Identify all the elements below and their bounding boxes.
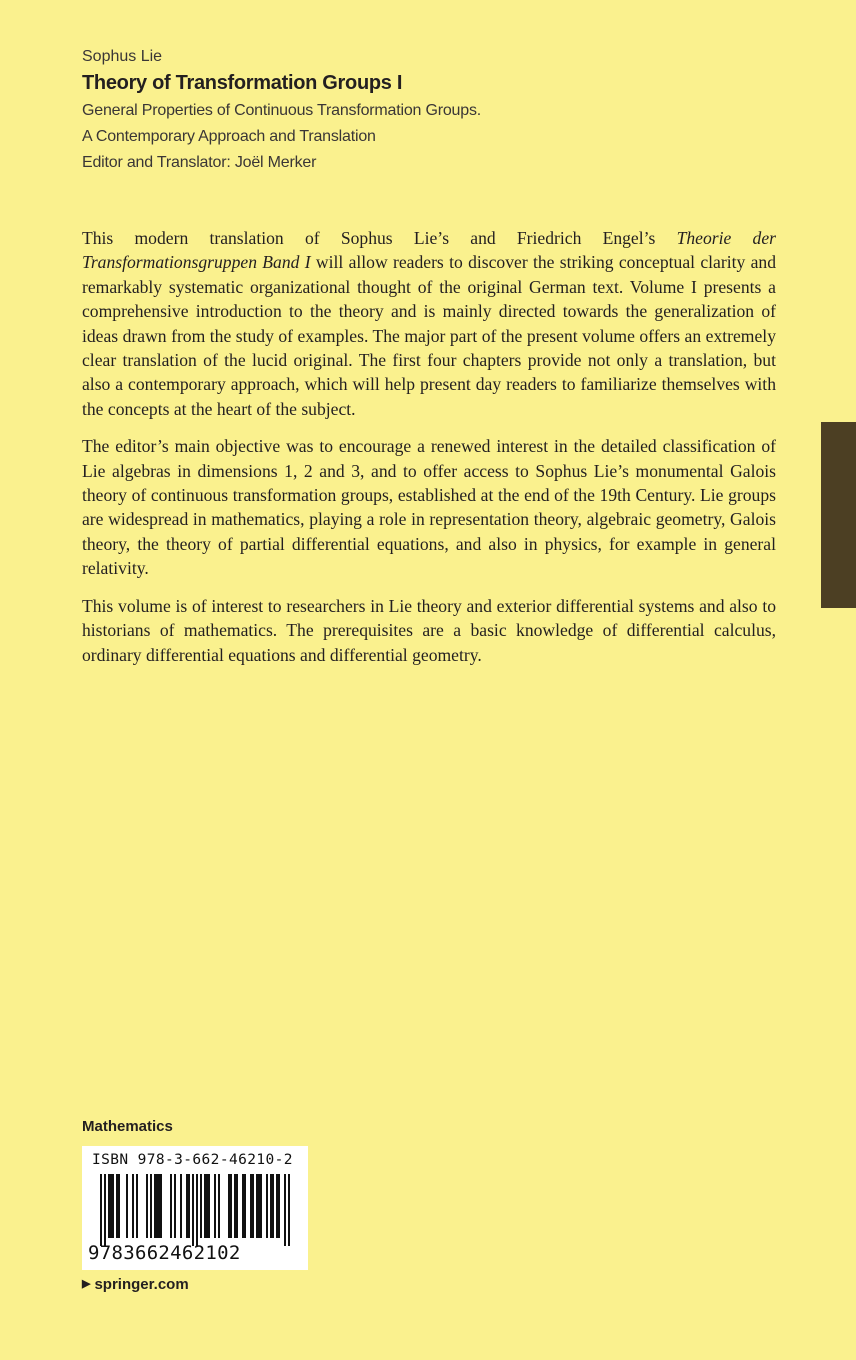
barcode-bar (104, 1174, 106, 1246)
barcode-bar (244, 1174, 246, 1238)
barcode-bar (100, 1174, 102, 1246)
barcode-bar (236, 1174, 238, 1238)
subject-category: Mathematics (82, 1118, 173, 1135)
barcode-bar (146, 1174, 148, 1238)
barcode-bar (188, 1174, 190, 1238)
barcode-bar (136, 1174, 138, 1238)
blurb-paragraph: This volume is of interest to researchers in Lie theory and exterior differential systems and also to historians of mathematics. The prerequisites are a basic knowledge of differential calculus, ordinary differential equations and differential geometry. (82, 595, 776, 665)
blurb-paragraph (82, 226, 776, 421)
spine-edge-tab (821, 422, 856, 608)
triangle-right-icon: ▶ (82, 1278, 91, 1290)
barcode-bar (218, 1174, 220, 1238)
barcode-bar (208, 1174, 210, 1238)
blurb-text-run: will allow readers to discover the striking conceptual clarity and remarkably systematic organizational thought of the original German text. Volume I presents a comprehensive introduction to the theory and is mainly directed towards the generalization of ideas drawn from the study of examples. The major part of the present volume offers an extremely clear translation of the lucid original. The first four chapters provide not only a translation, but also a contemporary approach, which will help present day readers to familiarize themselves with the concepts at the heart of the subject. (82, 252, 776, 419)
isbn-label: ISBN 978-3-662-46210-2 (92, 1152, 293, 1168)
barcode-bar (252, 1174, 254, 1238)
barcode-bar (110, 1174, 112, 1238)
blurb-text-run: This modern translation of Sophus Lie’s and Friedrich Engel’s (82, 228, 677, 248)
barcode-bar (160, 1174, 162, 1238)
publisher-link[interactable] (82, 1276, 189, 1293)
barcode-bar (180, 1174, 182, 1238)
barcode-bar (174, 1174, 176, 1238)
barcode-bar (204, 1174, 206, 1238)
barcode-bar (260, 1174, 262, 1238)
barcode-bar (276, 1174, 278, 1238)
isbn-barcode (82, 1146, 308, 1270)
barcode-bar (158, 1174, 160, 1238)
barcode-bar (200, 1174, 202, 1238)
barcode-bar (234, 1174, 236, 1238)
barcode-bar (206, 1174, 208, 1238)
german-title: Theorie der Transformationsgruppen Band I (82, 228, 776, 273)
barcode-bar (156, 1174, 158, 1238)
book-title: Theory of Transformation Groups I (82, 72, 403, 94)
subtitle-line: General Properties of Continuous Transformation Groups. (82, 102, 481, 119)
barcode-bar (170, 1174, 172, 1238)
barcode-bar (228, 1174, 230, 1238)
barcode-bar (288, 1174, 290, 1246)
blurb-paragraph: The editor’s main objective was to encourage a renewed interest in the detailed classification of Lie algebras in dimensions 1, 2 and 3, and to offer access to Sophus Lie’s monumental Galois theory of continuous transformation groups, established at the end of the 19th Century. Lie groups are widespread in mathematics, playing a role in representation theory, algebraic geometry, Galois theory, the theory of partial differential equations, and also in physics, for example in general relativity. (82, 436, 776, 579)
barcode-bar (258, 1174, 260, 1238)
cover-header (82, 46, 682, 176)
blurb-text (82, 226, 776, 680)
barcode-bar (284, 1174, 286, 1246)
ean-digits: 9783662462102 (88, 1242, 241, 1264)
barcode-bar (270, 1174, 272, 1238)
publisher-link-text: springer.com (94, 1276, 189, 1293)
barcode-bar (192, 1174, 194, 1246)
barcode-bar (112, 1174, 114, 1238)
barcode-bar (132, 1174, 134, 1238)
editor-line: Editor and Translator: Joël Merker (82, 154, 317, 171)
barcode-bar (196, 1174, 198, 1246)
barcode-bar (242, 1174, 244, 1238)
barcode-bar (278, 1174, 280, 1238)
barcode-bar (186, 1174, 188, 1238)
barcode-bar (250, 1174, 252, 1238)
author-name: Sophus Lie (82, 48, 163, 65)
subtitle-line: A Contemporary Approach and Translation (82, 128, 376, 145)
barcode-bar (272, 1174, 274, 1238)
barcode-bar (150, 1174, 152, 1238)
barcode-bar (126, 1174, 128, 1238)
barcode-bar (230, 1174, 232, 1238)
barcode-bar (266, 1174, 268, 1238)
barcode-bars (90, 1174, 300, 1246)
barcode-bar (214, 1174, 216, 1238)
barcode-bar (118, 1174, 120, 1238)
barcode-bar (108, 1174, 110, 1238)
barcode-bar (116, 1174, 118, 1238)
barcode-bar (256, 1174, 258, 1238)
barcode-bar (154, 1174, 156, 1238)
